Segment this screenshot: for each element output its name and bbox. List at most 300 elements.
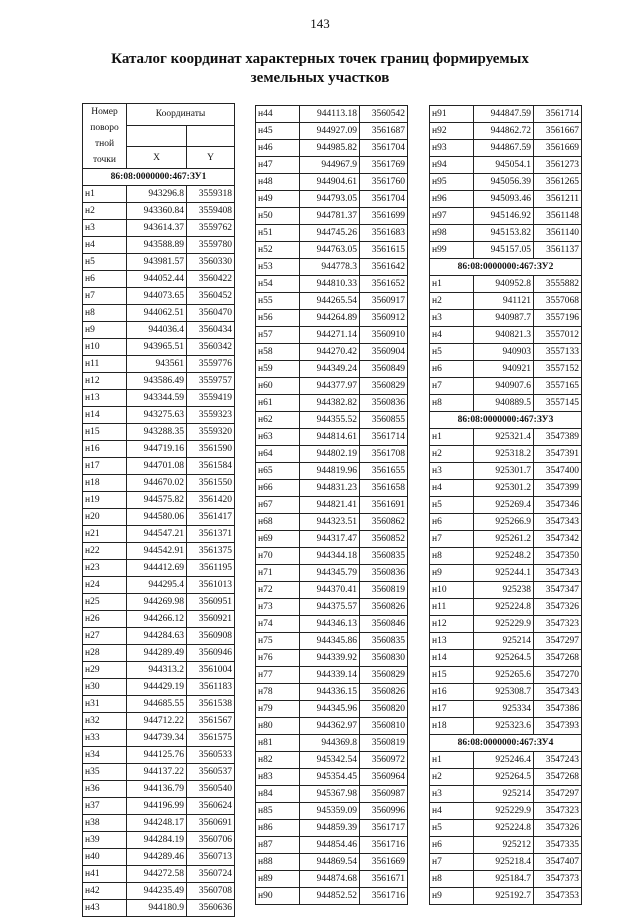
y-coordinate-cell: 3547343: [534, 565, 582, 582]
x-coordinate-cell: 925323.6: [474, 718, 534, 735]
title-line-2: земельных участков: [250, 70, 390, 86]
point-header-line: тной: [94, 139, 115, 149]
table-row: [83, 424, 235, 441]
point-number-cell: н57: [256, 327, 300, 344]
y-coordinate-cell: 3560996: [360, 803, 408, 820]
x-coordinate-cell: 944235.49: [127, 883, 187, 900]
point-number-cell: н63: [256, 429, 300, 446]
y-coordinate-cell: 3561716: [360, 837, 408, 854]
table-row: [83, 305, 235, 322]
y-coordinate-cell: 3547353: [534, 888, 582, 905]
x-coordinate-cell: 925214: [474, 786, 534, 803]
x-coordinate-cell: 943275.63: [127, 407, 187, 424]
table-row: [430, 361, 582, 378]
point-number-cell: н95: [430, 174, 474, 191]
x-coordinate-cell: 940921: [474, 361, 534, 378]
table-row: [430, 854, 582, 871]
point-number-cell: н68: [256, 514, 300, 531]
x-coordinate-cell: 944248.17: [127, 815, 187, 832]
x-coordinate-cell: 940952.8: [474, 276, 534, 293]
x-coordinate-cell: 944778.3: [300, 259, 360, 276]
point-number-cell: н16: [83, 441, 127, 458]
y-coordinate-cell: 3561655: [360, 463, 408, 480]
point-number-cell: н48: [256, 174, 300, 191]
y-coordinate-cell: 3557068: [534, 293, 582, 310]
y-coordinate-cell: 3560921: [187, 611, 235, 628]
point-number-cell: н21: [83, 526, 127, 543]
x-coordinate-cell: 944345.86: [300, 633, 360, 650]
table-row: [430, 327, 582, 344]
table-row: [430, 684, 582, 701]
point-number-cell: н70: [256, 548, 300, 565]
table-row: [83, 611, 235, 628]
x-coordinate-cell: 943614.37: [127, 220, 187, 237]
point-number-cell: н4: [83, 237, 127, 254]
point-number-cell: н86: [256, 820, 300, 837]
x-coordinate-cell: 944712.22: [127, 713, 187, 730]
x-coordinate-cell: 944336.15: [300, 684, 360, 701]
point-number-cell: н5: [83, 254, 127, 271]
section-heading: 86:08:0000000:467:ЗУ1: [83, 169, 235, 186]
table-row: [83, 203, 235, 220]
x-coordinate-cell: 925269.4: [474, 497, 534, 514]
table-row: [256, 786, 408, 803]
table-row: [430, 480, 582, 497]
y-coordinate-cell: 3561708: [360, 446, 408, 463]
y-coordinate-cell: 3561375: [187, 543, 235, 560]
y-coordinate-cell: 3560835: [360, 633, 408, 650]
x-coordinate-cell: 945367.98: [300, 786, 360, 803]
point-number-cell: н5: [430, 497, 474, 514]
x-coordinate-cell: 925301.2: [474, 480, 534, 497]
y-coordinate-cell: 3561420: [187, 492, 235, 509]
y-coordinate-cell: 3557145: [534, 395, 582, 412]
point-number-cell: н40: [83, 849, 127, 866]
x-coordinate-cell: 944685.55: [127, 696, 187, 713]
table-row: [430, 344, 582, 361]
table-row: [430, 548, 582, 565]
x-coordinate-cell: 944575.82: [127, 492, 187, 509]
x-coordinate-cell: 944345.96: [300, 701, 360, 718]
document-title: [60, 50, 580, 88]
y-coordinate-cell: 3561704: [360, 191, 408, 208]
section-heading: 86:08:0000000:467:ЗУ4: [430, 735, 582, 752]
y-coordinate-cell: 3547297: [534, 786, 582, 803]
point-number-cell: н1: [430, 752, 474, 769]
y-coordinate-cell: 3557165: [534, 378, 582, 395]
table-row: [83, 543, 235, 560]
x-coordinate-cell: 944831.23: [300, 480, 360, 497]
y-coordinate-cell: 3561584: [187, 458, 235, 475]
x-coordinate-cell: 944375.57: [300, 599, 360, 616]
point-number-cell: н58: [256, 344, 300, 361]
x-coordinate-cell: 925308.7: [474, 684, 534, 701]
point-number-cell: н55: [256, 293, 300, 310]
table-row: [256, 752, 408, 769]
point-number-cell: н14: [83, 407, 127, 424]
point-number-cell: н90: [256, 888, 300, 905]
table-row: [83, 458, 235, 475]
x-coordinate-cell: 940903: [474, 344, 534, 361]
table-row: [430, 140, 582, 157]
table-row: [430, 565, 582, 582]
point-number-cell: н45: [256, 123, 300, 140]
y-coordinate-cell: 3560342: [187, 339, 235, 356]
title-line-1: Каталог координат характерных точек границ формируемых: [111, 51, 529, 67]
point-number-cell: н25: [83, 594, 127, 611]
x-coordinate-cell: 944313.2: [127, 662, 187, 679]
point-number-cell: н11: [430, 599, 474, 616]
x-coordinate-cell: 925264.5: [474, 650, 534, 667]
y-coordinate-cell: 3557133: [534, 344, 582, 361]
point-number-cell: н14: [430, 650, 474, 667]
point-number-cell: н2: [430, 769, 474, 786]
table-row: [256, 616, 408, 633]
point-number-cell: н9: [83, 322, 127, 339]
x-coordinate-cell: 944339.14: [300, 667, 360, 684]
section-row: [430, 735, 582, 752]
x-coordinate-cell: 925229.9: [474, 803, 534, 820]
y-coordinate-cell: 3547391: [534, 446, 582, 463]
table-row: [430, 752, 582, 769]
y-coordinate-cell: 3547268: [534, 769, 582, 786]
x-coordinate-cell: 944802.19: [300, 446, 360, 463]
point-number-cell: н2: [430, 446, 474, 463]
point-number-cell: н94: [430, 157, 474, 174]
point-number-cell: н1: [430, 276, 474, 293]
x-coordinate-cell: 945157.05: [474, 242, 534, 259]
table-row: [430, 888, 582, 905]
y-coordinate-cell: 3547323: [534, 803, 582, 820]
x-coordinate-cell: 944317.47: [300, 531, 360, 548]
point-number-cell: н9: [430, 565, 474, 582]
x-coordinate-cell: 943588.89: [127, 237, 187, 254]
table-row: [256, 242, 408, 259]
point-header-line: поворо: [90, 123, 119, 133]
table-row: [256, 276, 408, 293]
point-number-cell: н17: [83, 458, 127, 475]
point-number-cell: н65: [256, 463, 300, 480]
table-row: [430, 769, 582, 786]
table-row: [83, 560, 235, 577]
table-row: [83, 475, 235, 492]
point-number-cell: н12: [83, 373, 127, 390]
y-coordinate-cell: 3547297: [534, 633, 582, 650]
point-number-cell: н3: [430, 463, 474, 480]
y-coordinate-cell: 3560846: [360, 616, 408, 633]
point-number-cell: н10: [83, 339, 127, 356]
x-coordinate-cell: 944867.59: [474, 140, 534, 157]
point-number-cell: н5: [430, 344, 474, 361]
table-row: [256, 106, 408, 123]
y-coordinate-cell: 3560636: [187, 900, 235, 917]
point-number-cell: н7: [430, 531, 474, 548]
point-number-cell: н87: [256, 837, 300, 854]
point-number-cell: н51: [256, 225, 300, 242]
y-coordinate-cell: 3547346: [534, 497, 582, 514]
x-coordinate-cell: 943344.59: [127, 390, 187, 407]
table-row: [256, 446, 408, 463]
point-number-cell: н47: [256, 157, 300, 174]
table-row: [83, 441, 235, 458]
x-coordinate-cell: 944862.72: [474, 123, 534, 140]
table-row: [430, 837, 582, 854]
table-row: [256, 684, 408, 701]
x-coordinate-cell: 944289.46: [127, 849, 187, 866]
table-row: [83, 390, 235, 407]
x-coordinate-cell: 925214: [474, 633, 534, 650]
table-row: [83, 900, 235, 917]
point-number-cell: н1: [430, 429, 474, 446]
table-row: [256, 769, 408, 786]
point-number-cell: н46: [256, 140, 300, 157]
x-coordinate-cell: 944125.76: [127, 747, 187, 764]
point-number-cell: н60: [256, 378, 300, 395]
table-row: [256, 327, 408, 344]
table-row: [430, 616, 582, 633]
point-number-cell: н29: [83, 662, 127, 679]
point-number-cell: н17: [430, 701, 474, 718]
point-number-cell: н23: [83, 560, 127, 577]
point-number-cell: н61: [256, 395, 300, 412]
point-number-cell: н79: [256, 701, 300, 718]
point-number-cell: н9: [430, 888, 474, 905]
y-coordinate-cell: 3547399: [534, 480, 582, 497]
table-row: [83, 764, 235, 781]
table-row: [83, 849, 235, 866]
x-coordinate-cell: 945093.46: [474, 191, 534, 208]
table-row: [256, 854, 408, 871]
table-row: [256, 701, 408, 718]
point-number-cell: н80: [256, 718, 300, 735]
y-coordinate-cell: 3560835: [360, 548, 408, 565]
point-number-cell: н6: [430, 361, 474, 378]
point-number-cell: н16: [430, 684, 474, 701]
x-coordinate-cell: 944927.09: [300, 123, 360, 140]
table-row: [430, 429, 582, 446]
x-coordinate-cell: 944284.63: [127, 628, 187, 645]
x-coordinate-cell: 944137.22: [127, 764, 187, 781]
point-number-cell: н36: [83, 781, 127, 798]
x-coordinate-cell: 944719.16: [127, 441, 187, 458]
table-row: [83, 730, 235, 747]
table-row: [430, 208, 582, 225]
y-coordinate-cell: 3547326: [534, 820, 582, 837]
x-coordinate-cell: 944869.54: [300, 854, 360, 871]
point-number-cell: н8: [430, 548, 474, 565]
point-number-cell: н19: [83, 492, 127, 509]
table-row: [430, 225, 582, 242]
y-coordinate-cell: 3560987: [360, 786, 408, 803]
table-row: [83, 356, 235, 373]
point-number-cell: н7: [83, 288, 127, 305]
point-number-cell: н71: [256, 565, 300, 582]
y-coordinate-cell: 3559780: [187, 237, 235, 254]
point-number-cell: н31: [83, 696, 127, 713]
y-coordinate-cell: 3561273: [534, 157, 582, 174]
y-coordinate-cell: 3561590: [187, 441, 235, 458]
y-coordinate-cell: 3560951: [187, 594, 235, 611]
x-coordinate-cell: 945054.1: [474, 157, 534, 174]
y-coordinate-cell: 3560537: [187, 764, 235, 781]
point-number-cell: н3: [83, 220, 127, 237]
point-number-cell: н66: [256, 480, 300, 497]
y-coordinate-cell: 3561691: [360, 497, 408, 514]
y-coordinate-cell: 3561567: [187, 713, 235, 730]
point-number-cell: н77: [256, 667, 300, 684]
y-coordinate-cell: 3561550: [187, 475, 235, 492]
x-coordinate-cell: 945153.82: [474, 225, 534, 242]
y-coordinate-cell: 3561140: [534, 225, 582, 242]
y-coordinate-cell: 3560862: [360, 514, 408, 531]
table-row: [83, 509, 235, 526]
table-row: [430, 123, 582, 140]
table-row: [256, 718, 408, 735]
table-row: [83, 696, 235, 713]
point-number-cell: н3: [430, 786, 474, 803]
section-row: [83, 169, 235, 186]
x-coordinate-cell: 925192.7: [474, 888, 534, 905]
x-coordinate-cell: 925266.9: [474, 514, 534, 531]
y-coordinate-cell: 3557012: [534, 327, 582, 344]
x-coordinate-cell: 943965.51: [127, 339, 187, 356]
table-row: [256, 429, 408, 446]
y-coordinate-cell: 3560542: [360, 106, 408, 123]
y-coordinate-cell: 3561371: [187, 526, 235, 543]
y-coordinate-cell: 3559419: [187, 390, 235, 407]
x-coordinate-cell: 944271.14: [300, 327, 360, 344]
point-number-cell: н41: [83, 866, 127, 883]
y-coordinate-cell: 3561683: [360, 225, 408, 242]
point-number-cell: н50: [256, 208, 300, 225]
point-number-cell: н3: [430, 310, 474, 327]
point-number-cell: н99: [430, 242, 474, 259]
point-number-cell: н88: [256, 854, 300, 871]
point-header-line: точки: [92, 155, 116, 165]
y-coordinate-cell: 3547389: [534, 429, 582, 446]
y-coordinate-cell: 3561183: [187, 679, 235, 696]
y-coordinate-cell: 3547393: [534, 718, 582, 735]
x-coordinate-cell: 944270.42: [300, 344, 360, 361]
x-coordinate-cell: 944814.61: [300, 429, 360, 446]
point-number-cell: н24: [83, 577, 127, 594]
point-number-cell: н8: [83, 305, 127, 322]
x-coordinate-cell: 944763.05: [300, 242, 360, 259]
y-coordinate-cell: 3559318: [187, 186, 235, 203]
point-number-cell: н34: [83, 747, 127, 764]
table-row: [83, 492, 235, 509]
y-coordinate-cell: 3561615: [360, 242, 408, 259]
y-coordinate-cell: 3560829: [360, 667, 408, 684]
point-number-cell: н56: [256, 310, 300, 327]
table-row: [256, 225, 408, 242]
x-coordinate-cell: 945359.09: [300, 803, 360, 820]
table-row: [256, 480, 408, 497]
y-coordinate-cell: 3561004: [187, 662, 235, 679]
y-coordinate-cell: 3560810: [360, 718, 408, 735]
point-number-cell: н67: [256, 497, 300, 514]
x-coordinate-cell: 944781.37: [300, 208, 360, 225]
point-number-cell: н4: [430, 480, 474, 497]
point-number-cell: н64: [256, 446, 300, 463]
table-row: [430, 446, 582, 463]
table-row: [83, 254, 235, 271]
table-row: [430, 701, 582, 718]
coordinates-table-1: [82, 103, 235, 917]
x-coordinate-cell: 943981.57: [127, 254, 187, 271]
table-row: [83, 781, 235, 798]
table-row: [83, 747, 235, 764]
y-coordinate-cell: 3561137: [534, 242, 582, 259]
x-coordinate-cell: 944349.24: [300, 361, 360, 378]
x-coordinate-cell: 925212: [474, 837, 534, 854]
table-row: [430, 395, 582, 412]
point-number-cell: н27: [83, 628, 127, 645]
x-coordinate-cell: 944701.08: [127, 458, 187, 475]
y-coordinate-cell: 3560855: [360, 412, 408, 429]
section-heading: 86:08:0000000:467:ЗУ2: [430, 259, 582, 276]
table-row: [256, 344, 408, 361]
table-row: [83, 526, 235, 543]
table-row: [83, 407, 235, 424]
table-row: [83, 322, 235, 339]
y-coordinate-cell: 3557152: [534, 361, 582, 378]
x-coordinate-cell: 944967.9: [300, 157, 360, 174]
point-number-cell: н15: [430, 667, 474, 684]
point-number-cell: н85: [256, 803, 300, 820]
table-row: [430, 310, 582, 327]
point-number-cell: н78: [256, 684, 300, 701]
table-row: [83, 339, 235, 356]
table-row: [430, 276, 582, 293]
point-number-header: [83, 104, 127, 169]
table-row: [256, 361, 408, 378]
y-coordinate-cell: 3560852: [360, 531, 408, 548]
y-coordinate-cell: 3561417: [187, 509, 235, 526]
point-number-cell: н62: [256, 412, 300, 429]
x-coordinate-cell: 944272.58: [127, 866, 187, 883]
table-row: [256, 293, 408, 310]
y-coordinate-cell: 3561760: [360, 174, 408, 191]
y-coordinate-cell: 3561642: [360, 259, 408, 276]
coordinates-header: Координаты: [127, 104, 235, 126]
x-coordinate-cell: 944036.4: [127, 322, 187, 339]
y-coordinate-cell: 3560830: [360, 650, 408, 667]
x-coordinate-cell: 944346.13: [300, 616, 360, 633]
point-number-cell: н42: [83, 883, 127, 900]
table-row: [430, 582, 582, 599]
y-coordinate-cell: 3547342: [534, 531, 582, 548]
y-coordinate-cell: 3560330: [187, 254, 235, 271]
table-row: [430, 463, 582, 480]
point-number-cell: н53: [256, 259, 300, 276]
y-coordinate-cell: 3560820: [360, 701, 408, 718]
y-coordinate-cell: 3560826: [360, 599, 408, 616]
x-coordinate-cell: 925264.5: [474, 769, 534, 786]
table-row: [83, 832, 235, 849]
y-coordinate-cell: 3561687: [360, 123, 408, 140]
y-coordinate-cell: 3560972: [360, 752, 408, 769]
x-coordinate-cell: 944382.82: [300, 395, 360, 412]
table-row: [83, 373, 235, 390]
x-coordinate-cell: 944377.97: [300, 378, 360, 395]
point-number-cell: н13: [430, 633, 474, 650]
point-number-cell: н49: [256, 191, 300, 208]
x-coordinate-cell: 944355.52: [300, 412, 360, 429]
y-coordinate-cell: 3547350: [534, 548, 582, 565]
x-coordinate-cell: 925246.4: [474, 752, 534, 769]
y-coordinate-cell: 3560964: [360, 769, 408, 786]
